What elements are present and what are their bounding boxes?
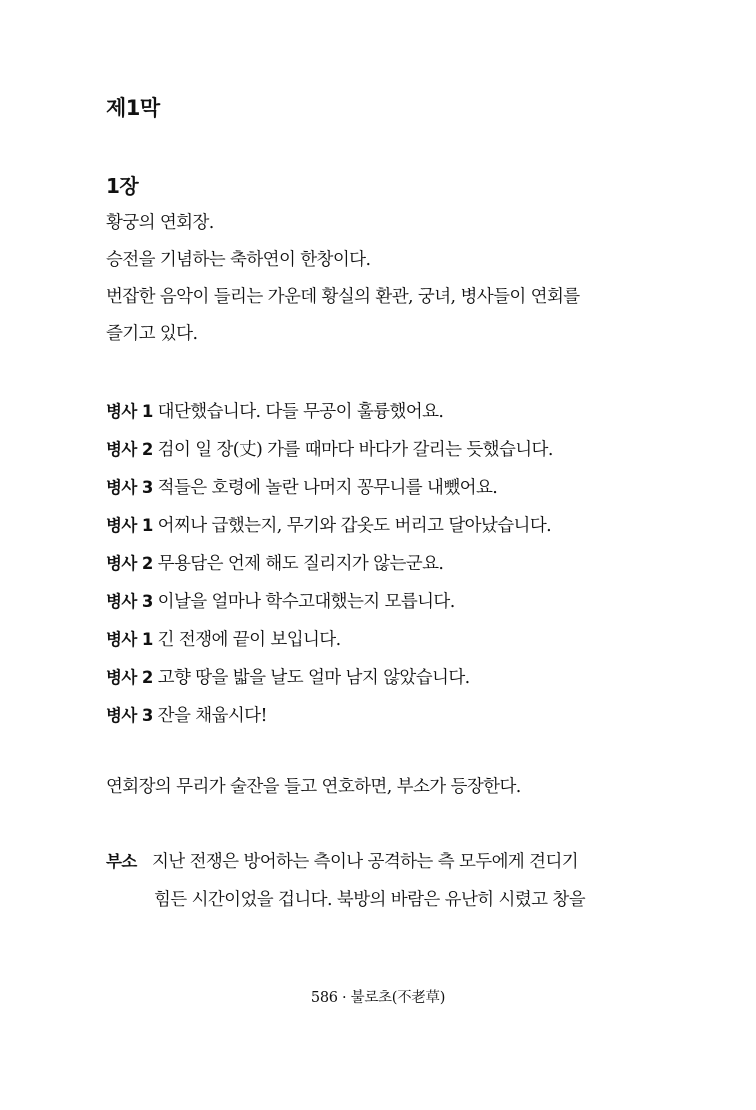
dialogue-line	[106, 431, 646, 469]
dialogue-block	[106, 393, 646, 735]
dialogue-line	[106, 697, 646, 735]
dialogue-line	[106, 659, 646, 697]
stage-direction-line: 승전을 기념하는 축하연이 한창이다.	[106, 250, 371, 270]
dialogue-line	[106, 393, 646, 431]
speaker-name: 병사 2	[106, 440, 153, 459]
dialogue-line	[106, 507, 646, 545]
speaker-name: 병사 1	[106, 402, 153, 421]
page-footer: 586 · 불로초(不老草)	[310, 990, 446, 1006]
act-title: 제1막	[106, 96, 160, 120]
dialogue-line	[106, 469, 646, 507]
dialogue-text: 무용담은 언제 해도 질리지가 않는군요.	[152, 554, 444, 574]
dialogue-line	[106, 621, 646, 659]
speaker-name: 병사 2	[106, 668, 153, 687]
speaker-name: 병사 3	[106, 478, 153, 497]
speech-line	[106, 843, 646, 881]
scene-title: 1장	[106, 174, 139, 198]
speaker-name: 병사 1	[106, 516, 153, 535]
dialogue-text: 잔을 채웁시다!	[152, 706, 267, 726]
speaker-name: 병사 3	[106, 706, 153, 725]
dialogue-text: 적들은 호령에 놀란 나머지 꽁무니를 내뺐어요.	[152, 478, 498, 498]
dialogue-text: 이날을 얼마나 학수고대했는지 모릅니다.	[152, 592, 455, 612]
dialogue-text: 긴 전쟁에 끝이 보입니다.	[152, 630, 341, 650]
dialogue-line	[106, 545, 646, 583]
dialogue-text: 고향 땅을 밟을 날도 얼마 남지 않았습니다.	[152, 668, 470, 688]
speech-line-continued: 힘든 시간이었을 겁니다. 북방의 바람은 유난히 시렸고 창을	[154, 890, 586, 910]
dialogue-text: 검이 일 장(丈) 가를 때마다 바다가 갈리는 듯했습니다.	[152, 440, 553, 460]
dialogue-line	[106, 583, 646, 621]
stage-direction-opening	[106, 205, 646, 353]
speaker-name: 병사 1	[106, 630, 153, 649]
dialogue-text: 어찌나 급했는지, 무기와 갑옷도 버리고 달아났습니다.	[152, 516, 552, 536]
stage-direction-line: 즐기고 있다.	[106, 324, 198, 344]
stage-direction-entrance	[106, 768, 646, 806]
speech-block	[106, 843, 646, 919]
speech-text: 지난 전쟁은 방어하는 측이나 공격하는 측 모두에게 견디기	[152, 852, 579, 872]
dialogue-text: 대단했습니다. 다들 무공이 훌륭했어요.	[152, 402, 444, 422]
stage-direction-line: 번잡한 음악이 들리는 가운데 황실의 환관, 궁녀, 병사들이 연회를	[106, 287, 580, 307]
speaker-name: 병사 3	[106, 592, 153, 611]
stage-direction-line: 황궁의 연회장.	[106, 213, 214, 233]
speaker-name: 부소	[106, 852, 137, 871]
stage-direction-line: 연회장의 무리가 술잔을 들고 연호하면, 부소가 등장한다.	[106, 777, 521, 797]
speaker-name: 병사 2	[106, 554, 153, 573]
